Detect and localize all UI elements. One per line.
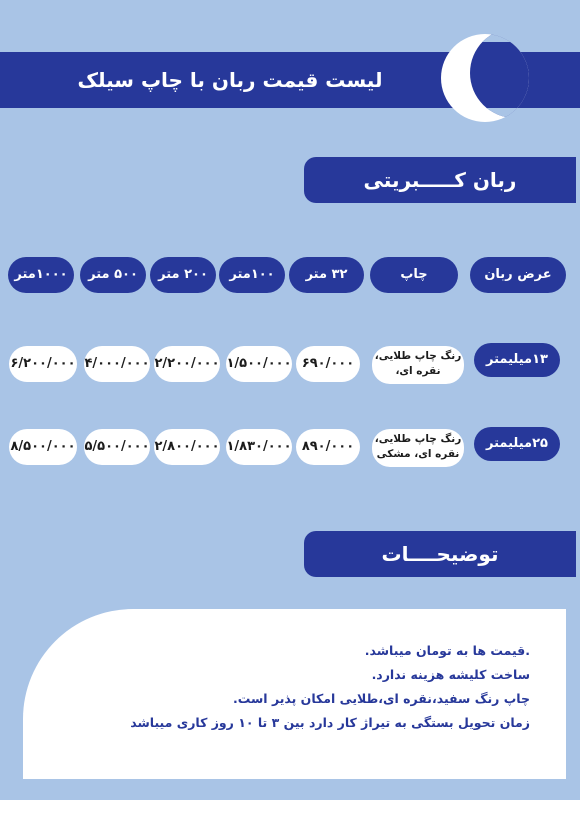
header-ribbon-width: عرض ربان (470, 257, 566, 293)
header-1000m: ۱۰۰۰متر (8, 257, 74, 293)
crescent-moon-icon (441, 34, 529, 122)
row-13mm-width: ۱۳میلیمتر (474, 343, 560, 377)
row-25mm-width: ۲۵میلیمتر (474, 427, 560, 461)
section-title-notes: توضیحــــات (304, 531, 576, 577)
note-currency: .قیمت ها به تومان میباشد. (364, 643, 530, 658)
header-100m: ۱۰۰متر (219, 257, 285, 293)
header-print: چاپ (370, 257, 458, 293)
row-13mm-print: رنگ چاپ طلایی، نقره ای، (372, 346, 464, 384)
section-title-ribbon-type: ربان کـــــبریتی (304, 157, 576, 203)
note-plate-cost: ساخت کلیشه هزینه ندارد. (371, 667, 530, 682)
row-13mm-price-100m: ۱/۵۰۰/۰۰۰ (226, 346, 292, 382)
row-25mm-price-500m: ۵/۵۰۰/۰۰۰ (84, 429, 150, 465)
row-13mm-price-200m: ۲/۲۰۰/۰۰۰ (154, 346, 220, 382)
row-25mm-price-200m: ۲/۸۰۰/۰۰۰ (154, 429, 220, 465)
row-13mm-price-1000m: ۶/۲۰۰/۰۰۰ (9, 346, 77, 382)
header-32m: ۳۲ متر (289, 257, 364, 293)
header-200m: ۲۰۰ متر (150, 257, 216, 293)
note-delivery-time: زمان تحویل بستگی به تیراژ کار دارد بین ۳ تا ۱۰ روز کاری میباشد (130, 715, 530, 730)
row-13mm-price-32m: ۶۹۰/۰۰۰ (296, 346, 360, 382)
row-25mm-print: رنگ چاپ طلایی، نقره ای، مشکی (372, 429, 464, 467)
row-25mm-price-100m: ۱/۸۳۰/۰۰۰ (226, 429, 292, 465)
header-500m: ۵۰۰ متر (80, 257, 146, 293)
row-13mm-price-500m: ۴/۰۰۰/۰۰۰ (84, 346, 150, 382)
row-25mm-price-32m: ۸۹۰/۰۰۰ (296, 429, 360, 465)
note-print-colors: چاپ رنگ سفید،نقره ای،طلایی امکان پذیر است. (233, 691, 530, 706)
page-title: لیست قیمت ربان با چاپ سیلک (77, 68, 383, 92)
row-25mm-price-1000m: ۸/۵۰۰/۰۰۰ (9, 429, 77, 465)
